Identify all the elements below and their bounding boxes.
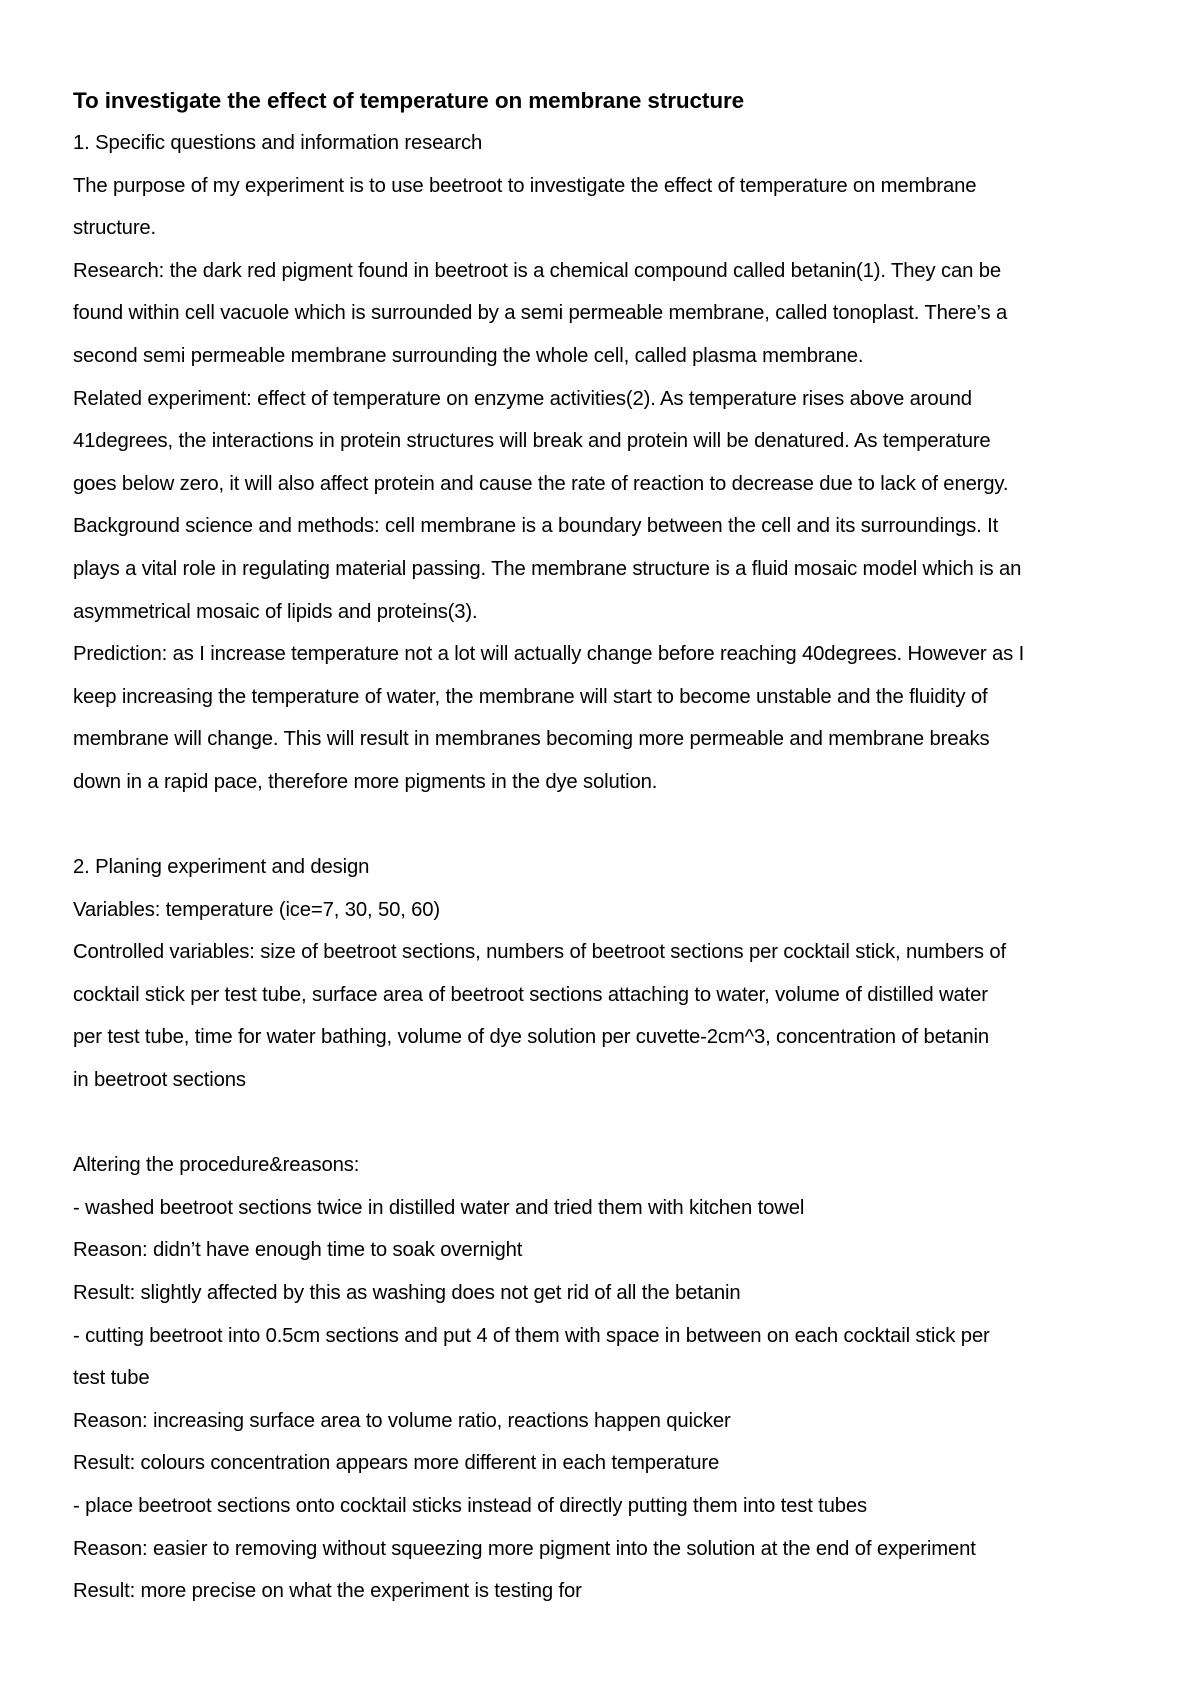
paragraph-line: cocktail stick per test tube, surface area of beetroot sections attaching to water, volume of distilled water [73, 983, 988, 1006]
paragraph-line: structure. [73, 217, 157, 240]
paragraph-line: Reason: didn’t have enough time to soak overnight [73, 1239, 523, 1262]
section-heading: 2. Planing experiment and design [73, 856, 370, 879]
paragraph-line: second semi permeable membrane surrounding the whole cell, called plasma membrane. [73, 344, 864, 367]
blank-line [73, 1102, 1133, 1145]
paragraph-line: - place beetroot sections onto cocktail sticks instead of directly putting them into test tubes [73, 1495, 868, 1517]
paragraph-line: Result: more precise on what the experiment is testing for [73, 1580, 582, 1603]
paragraph-line: goes below zero, it will also affect protein and cause the rate of reaction to decrease due to lack of energy. [73, 472, 1009, 495]
paragraph-line: - cutting beetroot into 0.5cm sections and put 4 of them with space in between on each cocktail stick per [73, 1324, 990, 1347]
paragraph-line: plays a vital role in regulating material passing. The membrane structure is a fluid mosaic model which is an [73, 557, 1022, 580]
document-page [73, 80, 1133, 1613]
paragraph-line: per test tube, time for water bathing, volume of dye solution per cuvette-2cm^3, concentration of betanin [73, 1026, 989, 1049]
paragraph-line: test tube [73, 1367, 150, 1390]
paragraph-line: in beetroot sections [73, 1069, 246, 1092]
section-specific-questions [73, 122, 1133, 804]
paragraph-line: - washed beetroot sections twice in distilled water and tried them with kitchen towel [73, 1196, 805, 1219]
paragraph-line: The purpose of my experiment is to use beetroot to investigate the effect of temperature on membrane [73, 174, 977, 197]
paragraph-line: down in a rapid pace, therefore more pigments in the dye solution. [73, 770, 658, 793]
paragraph-line: 41degrees, the interactions in protein structures will break and protein will be denatured. As temperature [73, 430, 991, 453]
paragraph-line: Result: colours concentration appears more different in each temperature [73, 1452, 720, 1475]
paragraph-line: keep increasing the temperature of water, the membrane will start to become unstable and the fluidity of [73, 685, 988, 708]
section-heading: Altering the procedure&reasons: [73, 1154, 360, 1177]
paragraph-line: Related experiment: effect of temperature on enzyme activities(2). As temperature rises above around [73, 387, 972, 410]
paragraph-line: Controlled variables: size of beetroot sections, numbers of beetroot sections per cocktail stick, numbers of [73, 941, 1006, 964]
paragraph-line: Background science and methods: cell membrane is a boundary between the cell and its surroundings. It [73, 515, 999, 538]
document-title: To investigate the effect of temperature on membrane structure [73, 88, 745, 113]
paragraph-line: Reason: easier to removing without squeezing more pigment into the solution at the end of experiment [73, 1537, 976, 1560]
paragraph-line: asymmetrical mosaic of lipids and proteins(3). [73, 600, 478, 623]
paragraph-line: Variables: temperature (ice=7, 30, 50, 60) [73, 898, 441, 921]
paragraph-line: Result: slightly affected by this as washing does not get rid of all the betanin [73, 1282, 741, 1305]
section-altering-procedure [73, 1144, 1133, 1613]
paragraph-line: Prediction: as I increase temperature not a lot will actually change before reaching 40degrees. However as I [73, 643, 1025, 666]
section-planning-experiment [73, 846, 1133, 1102]
blank-line [73, 804, 1133, 847]
paragraph-line: Reason: increasing surface area to volume ratio, reactions happen quicker [73, 1409, 731, 1432]
section-heading: 1. Specific questions and information research [73, 132, 483, 154]
paragraph-line: Research: the dark red pigment found in beetroot is a chemical compound called betanin(1). They can be [73, 259, 1001, 282]
paragraph-line: membrane will change. This will result in membranes becoming more permeable and membrane breaks [73, 728, 990, 751]
paragraph-line: found within cell vacuole which is surrounded by a semi permeable membrane, called tonoplast. There’s a [73, 302, 1008, 325]
